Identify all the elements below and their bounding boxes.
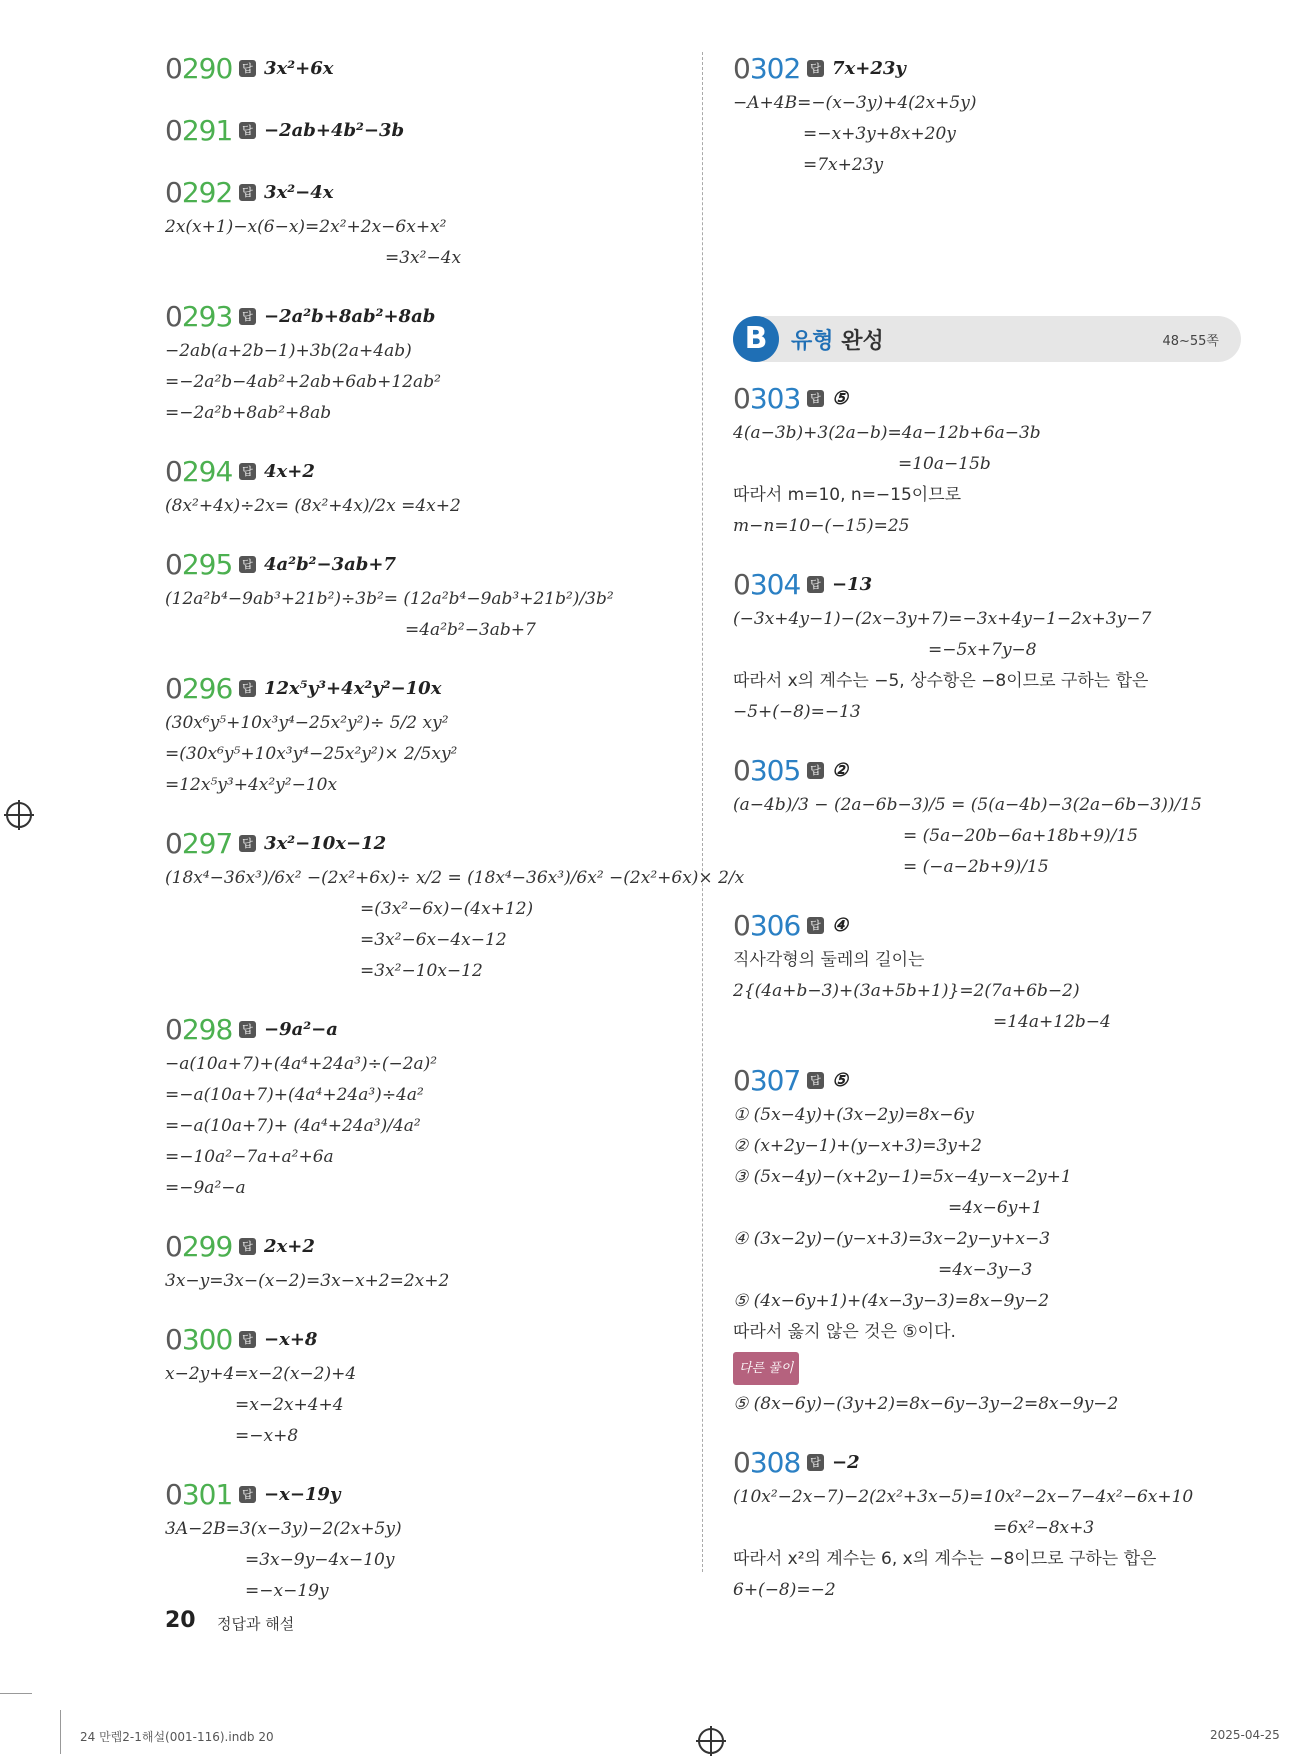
problem-number [165, 52, 237, 85]
problem-number-digits: 307 [749, 1063, 801, 1097]
answer-text: 2x+2 [264, 1235, 315, 1257]
solution-line: ① (5x−4y)+(3x−2y)=8x−6y [733, 1105, 974, 1125]
answer-badge: 답 [239, 835, 256, 852]
problem-block [165, 296, 685, 429]
problem-number-digits: 305 [749, 753, 801, 787]
problem-header [165, 544, 685, 584]
problem-header [733, 905, 1248, 945]
problem-number-prefix: 0 [165, 1477, 182, 1511]
problem-number-digits: 291 [181, 113, 233, 147]
problem-number-digits: 303 [749, 381, 801, 415]
problem-number [733, 1064, 805, 1097]
problem-number-prefix: 0 [165, 1322, 182, 1356]
solution-line: =−x+3y+8x+20y [803, 124, 956, 144]
solution-line: 2{(4a+b−3)+(3a+5b+1)}=2(7a+6b−2) [733, 981, 1080, 1001]
problem-number [165, 1013, 237, 1046]
problem-number-digits: 306 [749, 908, 801, 942]
solution-line: =4x−3y−3 [938, 1260, 1033, 1280]
answer-badge: 답 [807, 1072, 824, 1089]
section-title-part2: 완성 [841, 328, 884, 354]
problem-block [165, 1474, 685, 1607]
problem-number [165, 455, 237, 488]
solution-line: 3A−2B=3(x−3y)−2(2x+5y) [165, 1519, 402, 1539]
solution-line: =(30x⁶y⁵+10x³y⁴−25x²y²)× 2/5xy² [165, 744, 458, 764]
answer-text: −x+8 [264, 1328, 318, 1350]
problem-number-prefix: 0 [733, 51, 750, 85]
solution-line: (12a²b⁴−9ab³+21b²)÷3b²= (12a²b⁴−9ab³+21b²)/3b² [165, 589, 614, 609]
problem-number-prefix: 0 [165, 826, 182, 860]
answer-badge: 답 [239, 184, 256, 201]
solution-line: (18x⁴−36x³)/6x² −(2x²+6x)÷ x/2 = (18x⁴−36x³)/6x² −(2x²+6x)× 2/x [165, 868, 745, 888]
solution-line: (30x⁶y⁵+10x³y⁴−25x²y²)÷ 5/2 xy² [165, 713, 449, 733]
answer-badge: 답 [239, 680, 256, 697]
answer-badge: 답 [239, 463, 256, 480]
problem-number [165, 1323, 237, 1356]
problem-header [165, 1009, 685, 1049]
problem-block [733, 48, 1248, 181]
solution-line: =3x−9y−4x−10y [245, 1550, 395, 1570]
problem-number-digits: 293 [181, 299, 233, 333]
solution-line: −A+4B=−(x−3y)+4(2x+5y) [733, 93, 977, 113]
section-title [791, 324, 884, 355]
problem-number-prefix: 0 [165, 671, 182, 705]
answer-text: 3x²+6x [264, 57, 334, 79]
problem-header [733, 48, 1248, 88]
answer-text: 4a²b²−3ab+7 [264, 553, 397, 575]
problem-header [165, 823, 685, 863]
solution-line: ④ (3x−2y)−(y−x+3)=3x−2y−y+x−3 [733, 1229, 1051, 1249]
solution-line: 따라서 x의 계수는 −5, 상수항은 −8이므로 구하는 합은 [733, 671, 1149, 691]
problem-number [165, 300, 237, 333]
solution-line: =3x²−6x−4x−12 [360, 930, 507, 950]
answer-badge: 답 [239, 1331, 256, 1348]
answer-badge: 답 [239, 308, 256, 325]
problem-number [733, 1446, 805, 1479]
solution-line: =4x−6y+1 [948, 1198, 1043, 1218]
problem-block [165, 1009, 685, 1204]
solution-line: (a−4b)/3 − (2a−6b−3)/5 = (5(a−4b)−3(2a−6b−3))/15 [733, 795, 1202, 815]
problem-block [165, 110, 685, 150]
answer-text: 12x⁵y³+4x²y²−10x [264, 677, 442, 699]
answer-badge: 답 [239, 556, 256, 573]
alt-solution-tag: 다른 풀이 [733, 1352, 799, 1385]
problem-block [733, 1060, 1248, 1420]
answer-text: ④ [832, 914, 849, 936]
problem-number-digits: 300 [181, 1322, 233, 1356]
problem-number-digits: 302 [749, 51, 801, 85]
solution-line: =12x⁵y³+4x²y²−10x [165, 775, 338, 795]
solution-line: 직사각형의 둘레의 길이는 [733, 950, 925, 970]
problem-block [165, 823, 745, 987]
problem-header [733, 564, 1248, 604]
solution-line: =3x²−10x−12 [360, 961, 483, 981]
print-date: 2025-04-25 [1210, 1728, 1280, 1742]
problem-number [165, 672, 237, 705]
problem-header [165, 172, 685, 212]
problem-block [165, 544, 685, 646]
problem-number [733, 909, 805, 942]
solution-line: =−9a²−a [165, 1178, 246, 1198]
problem-number-digits: 292 [181, 175, 233, 209]
problem-number-prefix: 0 [165, 299, 182, 333]
solution-line: (10x²−2x−7)−2(2x²+3x−5)=10x²−2x−7−4x²−6x+10 [733, 1487, 1194, 1507]
answer-badge: 답 [239, 1238, 256, 1255]
problem-number-prefix: 0 [165, 1012, 182, 1046]
problem-block [165, 1226, 685, 1297]
section-pages: 48~55쪽 [1162, 333, 1219, 349]
problem-header [165, 1474, 685, 1514]
problem-number-digits: 301 [181, 1477, 233, 1511]
solution-line: =−2a²b−4ab²+2ab+6ab+12ab² [165, 372, 441, 392]
solution-line: −a(10a+7)+(4a⁴+24a³)÷(−2a)² [165, 1054, 438, 1074]
section-title-part1: 유형 [791, 328, 834, 354]
answer-text: 4x+2 [264, 460, 315, 482]
problem-header [165, 1226, 685, 1266]
solution-line: =−2a²b+8ab²+8ab [165, 403, 332, 423]
answer-text: 3x²−4x [264, 181, 334, 203]
solution-line: 2x(x+1)−x(6−x)=2x²+2x−6x+x² [165, 217, 447, 237]
problem-header [733, 1442, 1248, 1482]
answer-text: ⑤ [832, 387, 849, 409]
problem-number [165, 827, 237, 860]
solution-line: 4(a−3b)+3(2a−b)=4a−12b+6a−3b [733, 423, 1041, 443]
solution-line: =4a²b²−3ab+7 [405, 620, 536, 640]
registration-mark-bottom [698, 1728, 724, 1754]
problem-number [165, 548, 237, 581]
answer-badge: 답 [239, 60, 256, 77]
problem-number-digits: 296 [181, 671, 233, 705]
problem-block [733, 564, 1248, 728]
solution-line: =−a(10a+7)+ (4a⁴+24a³)/4a² [165, 1116, 421, 1136]
problem-block [165, 451, 685, 522]
answer-badge: 답 [807, 762, 824, 779]
solution-line: =10a−15b [898, 454, 991, 474]
problem-number-digits: 294 [181, 454, 233, 488]
section-banner [733, 316, 1241, 362]
problem-header [733, 378, 1248, 418]
problem-number-prefix: 0 [733, 1445, 750, 1479]
problem-number-digits: 304 [749, 567, 801, 601]
answer-badge: 답 [807, 576, 824, 593]
solution-line: 따라서 m=10, n=−15이므로 [733, 485, 962, 505]
answer-text: −2ab+4b²−3b [264, 119, 405, 141]
problem-header [165, 451, 685, 491]
solution-line: =−x+8 [235, 1426, 299, 1446]
solution-line: 6+(−8)=−2 [733, 1580, 836, 1600]
crop-mark [0, 1693, 32, 1694]
answer-text: −x−19y [264, 1483, 341, 1505]
page-number: 20 [165, 1608, 196, 1633]
column-divider [702, 52, 703, 1572]
problem-header [733, 750, 1248, 790]
left-column [165, 48, 745, 1629]
solution-line: = (5a−20b−6a+18b+9)/15 [903, 826, 1138, 846]
answer-text: −2 [832, 1451, 860, 1473]
solution-line: =3x²−4x [385, 248, 462, 268]
problem-number-digits: 297 [181, 826, 233, 860]
problem-header [165, 668, 685, 708]
problem-number-prefix: 0 [165, 113, 182, 147]
problem-number-prefix: 0 [733, 381, 750, 415]
problem-number-prefix: 0 [733, 908, 750, 942]
problem-number-digits: 295 [181, 547, 233, 581]
answer-text: ② [832, 759, 849, 781]
solution-line: =−5x+7y−8 [928, 640, 1037, 660]
solution-line: ⑤ (8x−6y)−(3y+2)=8x−6y−3y−2=8x−9y−2 [733, 1394, 1119, 1414]
answer-text: −9a²−a [264, 1018, 338, 1040]
solution-line: = (−a−2b+9)/15 [903, 857, 1049, 877]
right-column [733, 378, 1248, 1628]
problem-number-prefix: 0 [733, 567, 750, 601]
answer-text: ⑤ [832, 1069, 849, 1091]
problem-header [733, 1060, 1248, 1100]
problem-number [733, 568, 805, 601]
answer-text: 3x²−10x−12 [264, 832, 387, 854]
registration-mark-left [6, 802, 32, 828]
problem-number-prefix: 0 [165, 547, 182, 581]
problem-block [733, 750, 1248, 883]
solution-line: =−x−19y [245, 1581, 329, 1601]
solution-line: =x−2x+4+4 [235, 1395, 344, 1415]
answer-badge: 답 [807, 917, 824, 934]
right-column-top [733, 48, 1248, 203]
problem-number-prefix: 0 [165, 175, 182, 209]
solution-line: ② (x+2y−1)+(y−x+3)=3y+2 [733, 1136, 982, 1156]
solution-line: 따라서 옳지 않은 것은 ⑤이다. [733, 1322, 956, 1342]
problem-number-prefix: 0 [165, 1229, 182, 1263]
problem-number-digits: 308 [749, 1445, 801, 1479]
solution-line: =−10a²−7a+a²+6a [165, 1147, 334, 1167]
answer-badge: 답 [807, 390, 824, 407]
problem-number [733, 382, 805, 415]
problem-header [165, 296, 685, 336]
problem-number-prefix: 0 [733, 1063, 750, 1097]
problem-number-digits: 299 [181, 1229, 233, 1263]
footer-title: 정답과 해설 [217, 1615, 295, 1633]
problem-number-digits: 290 [181, 51, 233, 85]
problem-block [733, 378, 1248, 542]
print-file-info: 24 만렙2-1해설(001-116).indb 20 [80, 1730, 274, 1744]
problem-number [165, 1478, 237, 1511]
problem-number [165, 1230, 237, 1263]
problem-number [733, 52, 805, 85]
solution-line: ⑤ (4x−6y+1)+(4x−3y−3)=8x−9y−2 [733, 1291, 1050, 1311]
problem-block [733, 905, 1248, 1038]
alt-solution-row [733, 1348, 1248, 1389]
answer-badge: 답 [807, 60, 824, 77]
solution-line: =6x²−8x+3 [993, 1518, 1095, 1538]
problem-header [165, 48, 685, 88]
answer-badge: 답 [239, 1486, 256, 1503]
problem-number-prefix: 0 [165, 51, 182, 85]
problem-block [165, 1319, 685, 1452]
solution-line: =14a+12b−4 [993, 1012, 1111, 1032]
problem-number [165, 176, 237, 209]
solution-line: ③ (5x−4y)−(x+2y−1)=5x−4y−x−2y+1 [733, 1167, 1072, 1187]
solution-line: =7x+23y [803, 155, 884, 175]
solution-line: (8x²+4x)÷2x= (8x²+4x)/2x =4x+2 [165, 496, 461, 516]
problem-block [165, 48, 685, 88]
problem-block [165, 172, 685, 274]
solution-line: =−a(10a+7)+(4a⁴+24a³)÷4a² [165, 1085, 424, 1105]
answer-text: −2a²b+8ab²+8ab [264, 305, 436, 327]
problem-number-prefix: 0 [733, 753, 750, 787]
answer-badge: 답 [239, 122, 256, 139]
solution-line: 따라서 x²의 계수는 6, x의 계수는 −8이므로 구하는 합은 [733, 1549, 1157, 1569]
problem-number [165, 114, 237, 147]
problem-header [165, 110, 685, 150]
problem-number-prefix: 0 [165, 454, 182, 488]
solution-line: =(3x²−6x)−(4x+12) [360, 899, 534, 919]
problem-number-digits: 298 [181, 1012, 233, 1046]
problem-block [733, 1442, 1248, 1606]
solution-line: 3x−y=3x−(x−2)=3x−x+2=2x+2 [165, 1271, 450, 1291]
solution-line: −2ab(a+2b−1)+3b(2a+4ab) [165, 341, 412, 361]
section-letter-badge: B [733, 316, 779, 362]
problem-block [165, 668, 685, 801]
problem-header [165, 1319, 685, 1359]
solution-line: m−n=10−(−15)=25 [733, 516, 910, 536]
problem-number [733, 754, 805, 787]
answer-text: −13 [832, 573, 873, 595]
answer-badge: 답 [239, 1021, 256, 1038]
solution-line: −5+(−8)=−13 [733, 702, 861, 722]
solution-line: (−3x+4y−1)−(2x−3y+7)=−3x+4y−1−2x+3y−7 [733, 609, 1152, 629]
answer-text: 7x+23y [832, 57, 906, 79]
answer-badge: 답 [807, 1454, 824, 1471]
solution-line: x−2y+4=x−2(x−2)+4 [165, 1364, 357, 1384]
crop-mark [60, 1710, 61, 1754]
